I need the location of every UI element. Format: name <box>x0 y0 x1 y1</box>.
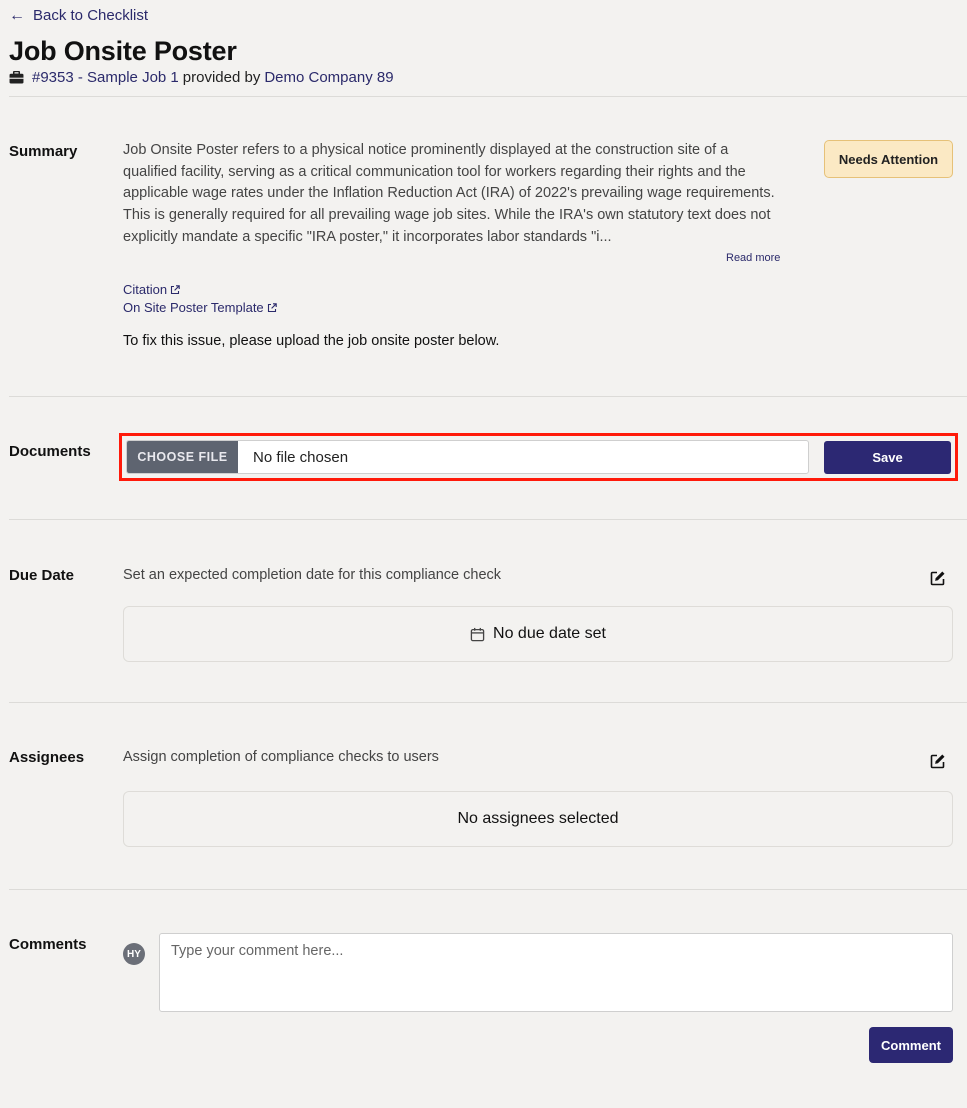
file-status: No file chosen <box>253 448 349 466</box>
back-link-label: Back to Checklist <box>33 7 149 24</box>
page-title: Job Onsite Poster <box>9 36 237 66</box>
assignees-description: Assign completion of compliance checks to users <box>123 749 439 765</box>
job-info <box>9 69 394 86</box>
provided-by-text: provided by <box>182 69 261 86</box>
arrow-left-icon: ← <box>9 6 25 24</box>
fix-instruction: To fix this issue, please upload the job onsite poster below. <box>123 333 500 349</box>
due-date-label: Due Date <box>9 567 75 584</box>
read-more-link[interactable]: Read more <box>726 252 781 264</box>
avatar: HY <box>123 943 145 965</box>
status-badge: Needs Attention <box>824 140 953 178</box>
back-to-checklist-link[interactable] <box>9 7 148 24</box>
divider <box>9 396 967 397</box>
citation-label: Citation <box>123 282 168 297</box>
external-link-icon <box>267 303 277 313</box>
assignees-empty-text: No assignees selected <box>457 810 619 827</box>
assignees-label: Assignees <box>9 749 85 766</box>
divider <box>9 889 967 890</box>
file-input[interactable] <box>126 440 809 474</box>
citation-link[interactable] <box>123 282 180 297</box>
documents-label: Documents <box>9 443 91 460</box>
poster-template-label: On Site Poster Template <box>123 300 264 315</box>
external-link-icon <box>170 285 180 295</box>
comment-button[interactable]: Comment <box>869 1027 953 1063</box>
due-date-empty-text: No due date set <box>493 625 606 642</box>
summary-text: Job Onsite Poster refers to a physical notice prominently displayed at the construction site of a qualified facility, serving as a critical communication tool for workers regarding their rights and the applicable wage rates under the Inflation Reduction Act (IRA) of 2022's prevailing wage requirements. This is generally required for all prevailing wage job sites. While the IRA's own statutory text does not explicitly mandate a specific "IRA poster," it incorporates labor standards "i... <box>123 142 775 245</box>
comments-label: Comments <box>9 936 87 953</box>
due-date-box[interactable] <box>123 606 953 662</box>
due-date-description: Set an expected completion date for this compliance check <box>123 567 502 583</box>
divider <box>9 96 967 97</box>
save-button[interactable]: Save <box>824 441 951 474</box>
assignees-box[interactable] <box>123 791 953 847</box>
comment-input[interactable] <box>159 933 953 1012</box>
divider <box>9 702 967 703</box>
briefcase-icon <box>9 71 24 84</box>
divider <box>9 519 967 520</box>
poster-template-link[interactable] <box>123 300 277 315</box>
calendar-icon <box>470 627 485 642</box>
edit-assignees-icon[interactable] <box>930 753 946 769</box>
edit-due-date-icon[interactable] <box>930 570 946 586</box>
summary-label: Summary <box>9 143 78 160</box>
choose-file-button[interactable]: CHOOSE FILE <box>127 441 238 473</box>
job-link[interactable]: #9353 - Sample Job 1 <box>32 69 179 86</box>
company-link[interactable]: Demo Company 89 <box>264 69 394 86</box>
